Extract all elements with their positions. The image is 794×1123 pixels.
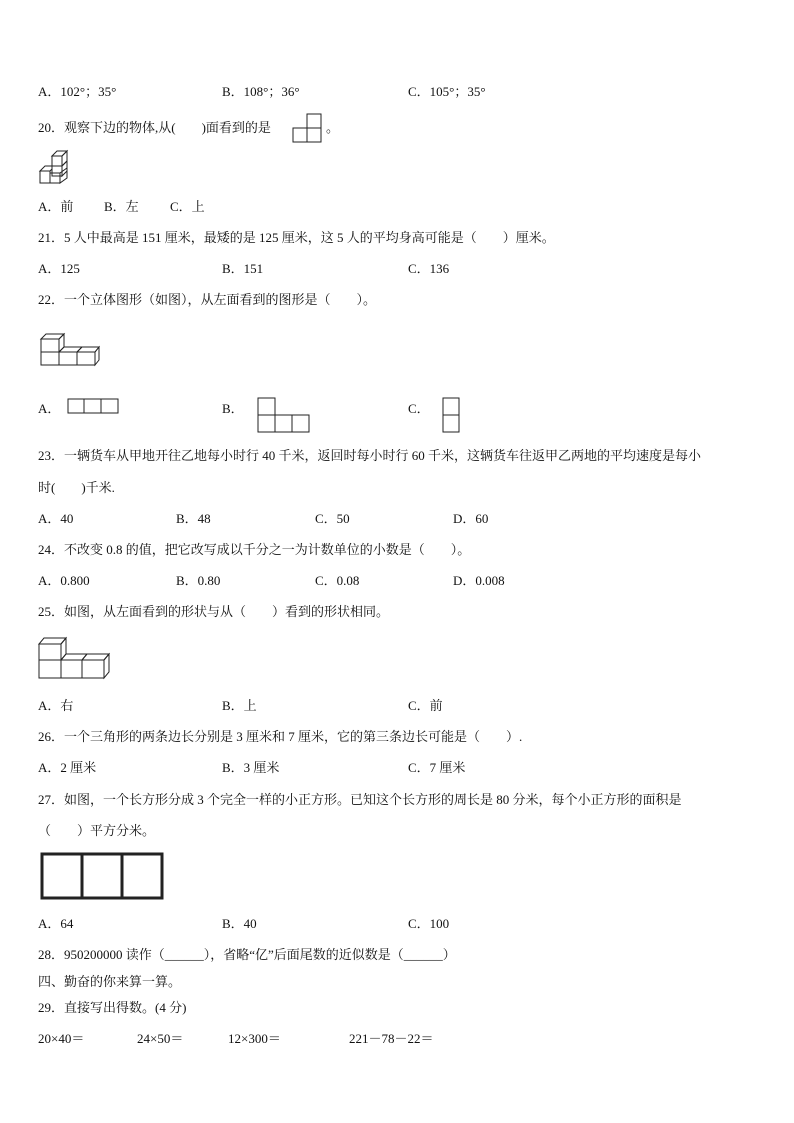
q29-expr-2: 24×50＝: [137, 1031, 184, 1046]
q23-text-line2: 时( )千米.: [38, 480, 115, 495]
q21-option-c: C．136: [408, 261, 450, 276]
q25-option-a: A．右: [38, 698, 74, 713]
q26-option-a: A．2 厘米: [38, 760, 97, 775]
q19-option-c: C．105°；35°: [408, 84, 486, 99]
q25-text: 25．如图，从左面看到的形状与从（ ）看到的形状相同。: [38, 604, 390, 619]
q24-text: 24．不改变 0.8 的值，把它改写成以千分之一为计数单位的小数是（ ）。: [38, 542, 471, 557]
section4-title: 四、勤奋的你来算一算。: [38, 974, 182, 989]
q24-option-c: C．0.08: [315, 573, 360, 588]
q29-text: 29．直接写出得数。(4 分): [38, 1000, 187, 1015]
q22-option-b: B．: [222, 401, 244, 416]
q29-expr-3: 12×300＝: [228, 1031, 281, 1046]
q19-option-a: A．102°；35°: [38, 84, 117, 99]
q28-text: 28．950200000 读作（______），省略“亿”后面尾数的近似数是（______）: [38, 947, 456, 962]
q26-text: 26．一个三角形的两条边长分别是 3 厘米和 7 厘米，它的第三条边长可能是（ ）.: [38, 729, 523, 744]
q27-rectangle-figure: [40, 852, 164, 900]
q24-option-d: D．0.008: [453, 573, 505, 588]
q22-option-c: C．: [408, 401, 430, 416]
q21-option-b: B．151: [222, 261, 264, 276]
q23-option-c: C．50: [315, 511, 350, 526]
q27-option-b: B．40: [222, 916, 257, 931]
q22-option-c-figure: [442, 397, 460, 433]
q29-expr-1: 20×40＝: [38, 1031, 85, 1046]
q27-text-line1: 27．如图，一个长方形分成 3 个完全一样的小正方形。已知这个长方形的周长是 80 分米，每个小正方形的面积是: [38, 792, 682, 807]
q23-text-line1: 23．一辆货车从甲地开往乙地每小时行 40 千米，返回时每小时行 60 千米，这辆货车往返甲乙两地的平均速度是每小: [38, 448, 702, 463]
q25-solid-figure: [38, 634, 114, 682]
q20-option-b: B．左: [104, 199, 139, 214]
q23-option-d: D．60: [453, 511, 489, 526]
q20-view-figure: [292, 113, 324, 145]
q22-option-a-figure: [67, 398, 119, 414]
q21-option-a: A．125: [38, 261, 80, 276]
q20-text: 20．观察下边的物体,从( )面看到的是: [38, 120, 271, 135]
q26-option-c: C．7 厘米: [408, 760, 466, 775]
q24-option-b: B．0.80: [176, 573, 221, 588]
q22-text: 22．一个立体图形（如图），从左面看到的图形是（ ）。: [38, 292, 377, 307]
q22-solid-figure: [40, 326, 100, 368]
q23-option-a: A．40: [38, 511, 74, 526]
q25-option-c: C．前: [408, 698, 443, 713]
q27-option-a: A．64: [38, 916, 74, 931]
q27-text-line2: （ ）平方分米。: [38, 823, 156, 838]
q20-object-figure: [38, 150, 72, 186]
q27-option-c: C．100: [408, 916, 450, 931]
q21-text: 21．5 人中最高是 151 厘米，最矮的是 125 厘米，这 5 人的平均身高可能是（ ）厘米。: [38, 230, 555, 245]
q20-option-a: A．前: [38, 199, 74, 214]
q20-text-end: 。: [326, 120, 340, 135]
q25-option-b: B．上: [222, 698, 257, 713]
q26-option-b: B．3 厘米: [222, 760, 280, 775]
q24-option-a: A．0.800: [38, 573, 90, 588]
q29-expr-4: 221－78－22＝: [349, 1031, 434, 1046]
q22-option-a: A．: [38, 401, 61, 416]
q22-option-b-figure: [257, 397, 311, 433]
q19-option-b: B．108°；36°: [222, 84, 300, 99]
q23-option-b: B．48: [176, 511, 211, 526]
q20-option-c: C．上: [170, 199, 205, 214]
